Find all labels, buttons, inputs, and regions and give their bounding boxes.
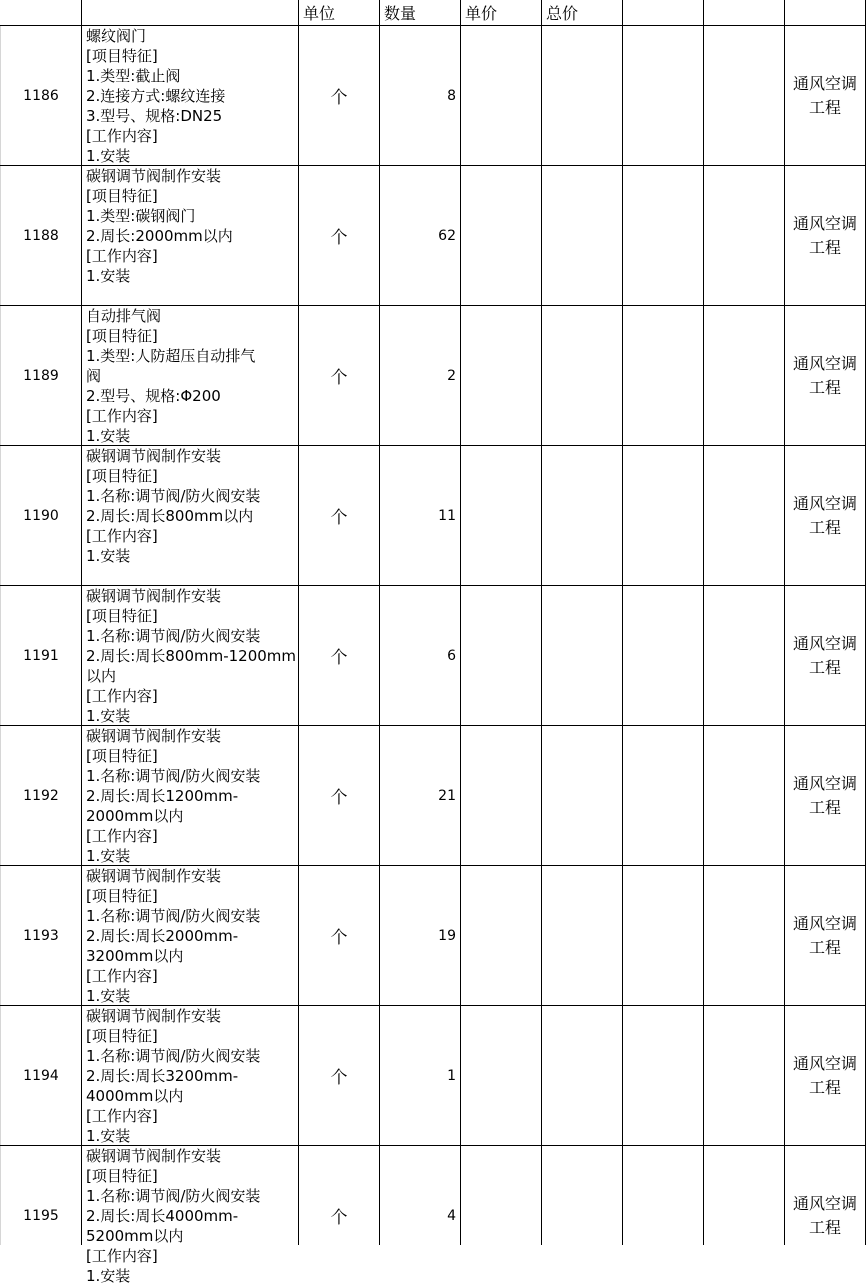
description-line: 1.名称:调节阀/防火阀安装 — [86, 627, 261, 645]
item-number: 1192 — [23, 787, 59, 804]
column-border — [81, 0, 82, 1245]
description-line: 1.名称:调节阀/防火阀安装 — [86, 1187, 261, 1205]
item-category — [785, 26, 865, 165]
description-line: 2.周长:周长4000mm- — [86, 1207, 239, 1225]
description-line: [项目特征] — [86, 1027, 158, 1045]
category-label: 通风空调工程 — [792, 1053, 857, 1097]
description-line: 碳钢调节阀制作安装 — [86, 1147, 222, 1165]
description-line: 1.类型:截止阀 — [86, 67, 181, 85]
description-line: 2.周长:周长3200mm- — [86, 1067, 239, 1085]
item-total-price — [542, 726, 622, 865]
description-line: 1.安装 — [86, 1127, 131, 1145]
description-line: 2.连接方式:螺纹连接 — [86, 87, 226, 105]
row-border — [0, 865, 866, 866]
header-total-price: 总价 — [546, 4, 579, 23]
item-description — [82, 306, 298, 445]
blank-cell — [623, 1006, 703, 1145]
item-unit: 个 — [330, 228, 348, 248]
row-border — [0, 25, 866, 26]
description-line: 3.型号、规格:DN25 — [86, 107, 223, 125]
description-line: 1.安装 — [86, 267, 131, 285]
description-line: 碳钢调节阀制作安装 — [86, 447, 222, 465]
item-description — [82, 1146, 298, 1285]
category-label: 通风空调工程 — [792, 773, 857, 817]
description-line: 1.安装 — [86, 547, 131, 565]
item-quantity: 62 — [438, 227, 456, 244]
item-total-price — [542, 306, 622, 445]
description-line: [工作内容] — [86, 967, 158, 985]
item-category — [785, 166, 865, 305]
description-line: [项目特征] — [86, 47, 158, 65]
item-description — [82, 166, 298, 305]
description-line: 以内 — [86, 667, 117, 685]
description-line: [项目特征] — [86, 327, 158, 345]
item-quantity: 21 — [438, 787, 456, 804]
description-line: 3200mm以内 — [86, 947, 184, 965]
description-line: 碳钢调节阀制作安装 — [86, 867, 222, 885]
item-description — [82, 26, 298, 165]
column-border — [0, 25, 1, 1245]
item-unit: 个 — [330, 88, 348, 108]
item-category — [785, 586, 865, 725]
item-total-price — [542, 166, 622, 305]
item-unit: 个 — [330, 1068, 348, 1088]
item-number: 1194 — [23, 1067, 59, 1084]
item-description — [82, 726, 298, 865]
header-unit: 单位 — [303, 4, 336, 23]
description-line: 1.安装 — [86, 1267, 131, 1285]
description-line: [项目特征] — [86, 887, 158, 905]
item-category — [785, 306, 865, 445]
description-line: 2.周长:周长2000mm- — [86, 927, 239, 945]
blank-cell — [704, 1006, 784, 1145]
blank-cell — [623, 866, 703, 1005]
blank-cell — [623, 446, 703, 585]
row-border — [0, 1145, 866, 1146]
description-line: 4000mm以内 — [86, 1087, 184, 1105]
description-line: 1.安装 — [86, 987, 131, 1005]
description-line: [工作内容] — [86, 1247, 158, 1265]
description-line: 1.类型:人防超压自动排气 — [86, 347, 256, 365]
item-total-price — [542, 866, 622, 1005]
item-description — [82, 1006, 298, 1145]
blank-cell — [704, 586, 784, 725]
description-line: 1.安装 — [86, 427, 131, 445]
description-line: 1.名称:调节阀/防火阀安装 — [86, 907, 261, 925]
item-quantity: 8 — [447, 87, 456, 104]
item-unit-price — [461, 446, 541, 585]
category-label: 通风空调工程 — [792, 913, 857, 957]
blank-cell — [704, 726, 784, 865]
description-line: 1.名称:调节阀/防火阀安装 — [86, 767, 261, 785]
description-line: 2.型号、规格:Φ200 — [86, 387, 221, 405]
item-category — [785, 446, 865, 585]
item-unit: 个 — [330, 788, 348, 808]
description-line: [项目特征] — [86, 607, 158, 625]
item-quantity: 1 — [447, 1067, 456, 1084]
item-description — [82, 446, 298, 585]
description-line: [工作内容] — [86, 247, 158, 265]
row-border — [0, 165, 866, 166]
item-category — [785, 1006, 865, 1145]
description-line: 1.类型:碳钢阀门 — [86, 207, 196, 225]
description-line: [项目特征] — [86, 467, 158, 485]
category-label: 通风空调工程 — [792, 213, 857, 257]
description-line: 碳钢调节阀制作安装 — [86, 1007, 222, 1025]
description-line: 5200mm以内 — [86, 1227, 184, 1245]
item-quantity: 6 — [447, 647, 456, 664]
item-quantity: 19 — [438, 927, 456, 944]
description-line: 1.安装 — [86, 847, 131, 865]
description-line: 2.周长:周长1200mm- — [86, 787, 239, 805]
blank-cell — [623, 166, 703, 305]
row-border — [0, 1005, 866, 1006]
item-number: 1191 — [23, 647, 59, 664]
item-number: 1188 — [23, 227, 59, 244]
item-unit: 个 — [330, 928, 348, 948]
item-number: 1189 — [23, 367, 59, 384]
description-line: [工作内容] — [86, 527, 158, 545]
category-label: 通风空调工程 — [792, 353, 857, 397]
item-total-price — [542, 26, 622, 165]
description-line: [工作内容] — [86, 127, 158, 145]
item-total-price — [542, 1146, 622, 1285]
column-border — [379, 0, 380, 1245]
blank-cell — [704, 306, 784, 445]
description-line: 碳钢调节阀制作安装 — [86, 727, 222, 745]
item-category — [785, 726, 865, 865]
blank-cell — [704, 166, 784, 305]
item-number: 1195 — [23, 1207, 59, 1224]
item-total-price — [542, 1006, 622, 1145]
item-unit-price — [461, 1146, 541, 1285]
header-quantity: 数量 — [384, 4, 417, 23]
description-line: 碳钢调节阀制作安装 — [86, 167, 222, 185]
description-line: [工作内容] — [86, 407, 158, 425]
category-label: 通风空调工程 — [792, 1193, 857, 1237]
description-line: 1.名称:调节阀/防火阀安装 — [86, 1047, 261, 1065]
category-label: 通风空调工程 — [792, 633, 857, 677]
category-label: 通风空调工程 — [792, 493, 857, 537]
item-unit: 个 — [330, 368, 348, 388]
item-unit: 个 — [330, 508, 348, 528]
blank-cell — [704, 866, 784, 1005]
item-description — [82, 586, 298, 725]
description-line: 自动排气阀 — [86, 307, 162, 325]
blank-cell — [704, 26, 784, 165]
item-number: 1193 — [23, 927, 59, 944]
item-unit-price — [461, 26, 541, 165]
item-unit-price — [461, 166, 541, 305]
description-line: [项目特征] — [86, 1167, 158, 1185]
item-quantity: 4 — [447, 1207, 456, 1224]
item-number: 1186 — [23, 87, 59, 104]
item-unit-price — [461, 866, 541, 1005]
blank-cell — [623, 26, 703, 165]
item-quantity: 2 — [447, 367, 456, 384]
item-unit-price — [461, 586, 541, 725]
blank-cell — [623, 586, 703, 725]
description-line: 1.安装 — [86, 147, 131, 165]
item-unit-price — [461, 306, 541, 445]
description-line: 2000mm以内 — [86, 807, 184, 825]
item-description — [82, 866, 298, 1005]
description-line: [工作内容] — [86, 1107, 158, 1125]
row-border — [0, 725, 866, 726]
column-border — [622, 0, 623, 1245]
item-unit: 个 — [330, 648, 348, 668]
column-border — [703, 0, 704, 1245]
description-line: 2.周长:周长800mm以内 — [86, 507, 254, 525]
item-unit-price — [461, 1006, 541, 1145]
description-line: [工作内容] — [86, 687, 158, 705]
description-line: 螺纹阀门 — [86, 27, 147, 45]
column-border — [784, 0, 785, 1245]
row-border — [0, 445, 866, 446]
blank-cell — [623, 1146, 703, 1285]
description-line: 2.周长:2000mm以内 — [86, 227, 233, 245]
column-border — [541, 0, 542, 1245]
blank-cell — [704, 1146, 784, 1285]
blank-cell — [704, 446, 784, 585]
item-category — [785, 1146, 865, 1285]
item-number: 1190 — [23, 507, 59, 524]
blank-cell — [623, 726, 703, 865]
column-border — [460, 0, 461, 1245]
category-label: 通风空调工程 — [792, 73, 857, 117]
description-line: 1.名称:调节阀/防火阀安装 — [86, 487, 261, 505]
column-border — [298, 0, 299, 1245]
row-border — [0, 305, 866, 306]
description-line: [项目特征] — [86, 747, 158, 765]
item-unit: 个 — [330, 1208, 348, 1228]
description-line: 1.安装 — [86, 707, 131, 725]
header-unit-price: 单价 — [465, 4, 498, 23]
description-line: 2.周长:周长800mm-1200mm — [86, 647, 297, 665]
description-line: [项目特征] — [86, 187, 158, 205]
item-total-price — [542, 586, 622, 725]
row-border — [0, 585, 866, 586]
description-line: 碳钢调节阀制作安装 — [86, 587, 222, 605]
description-line: [工作内容] — [86, 827, 158, 845]
blank-cell — [623, 306, 703, 445]
item-total-price — [542, 446, 622, 585]
item-quantity: 11 — [438, 507, 456, 524]
item-category — [785, 866, 865, 1005]
description-line: 阀 — [86, 367, 102, 385]
item-unit-price — [461, 726, 541, 865]
